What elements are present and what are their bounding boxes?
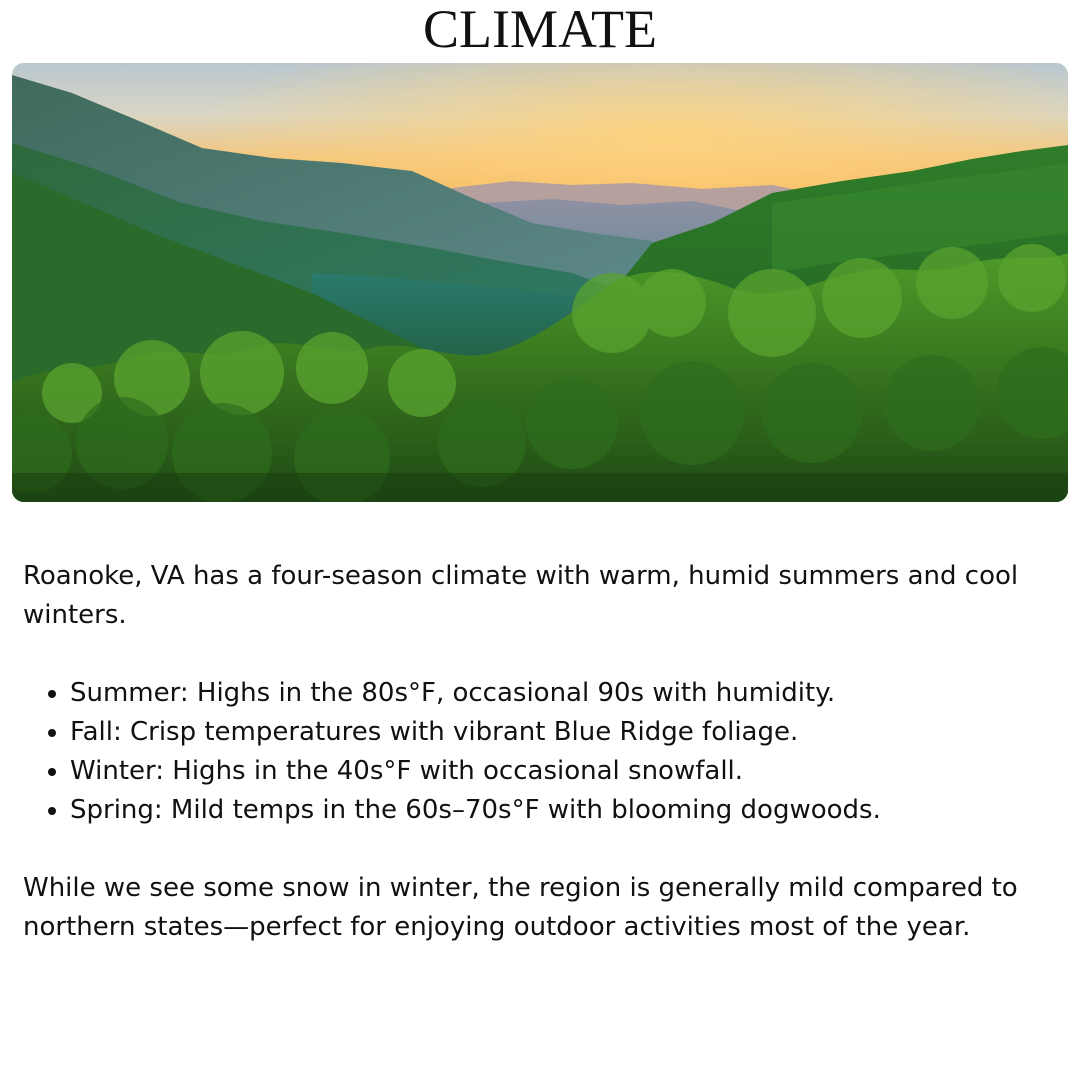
list-item-spring: • Spring: Mild temps in the 60s–70s°F with blooming dogwoods.: [70, 791, 1063, 830]
list-item-summer: • Summer: Highs in the 80s°F, occasional 90s with humidity.: [70, 674, 1063, 713]
intro-paragraph: Roanoke, VA has a four-season climate with warm, humid summers and cool winters.: [23, 561, 1019, 630]
climate-content: [23, 557, 1063, 947]
list-item-fall: • Fall: Crisp temperatures with vibrant Blue Ridge foliage.: [70, 713, 1063, 752]
closing-paragraph: While we see some snow in winter, the region is generally mild compared to northern states—perfect for enjoying outdoor activities most of the year.: [23, 873, 1018, 942]
hero-image: [12, 63, 1068, 502]
page-title: CLIMATE: [423, 0, 657, 59]
mountain-landscape-image: [12, 63, 1068, 502]
seasons-list: [23, 674, 1063, 830]
list-item-winter: • Winter: Highs in the 40s°F with occasional snowfall.: [70, 752, 1063, 791]
